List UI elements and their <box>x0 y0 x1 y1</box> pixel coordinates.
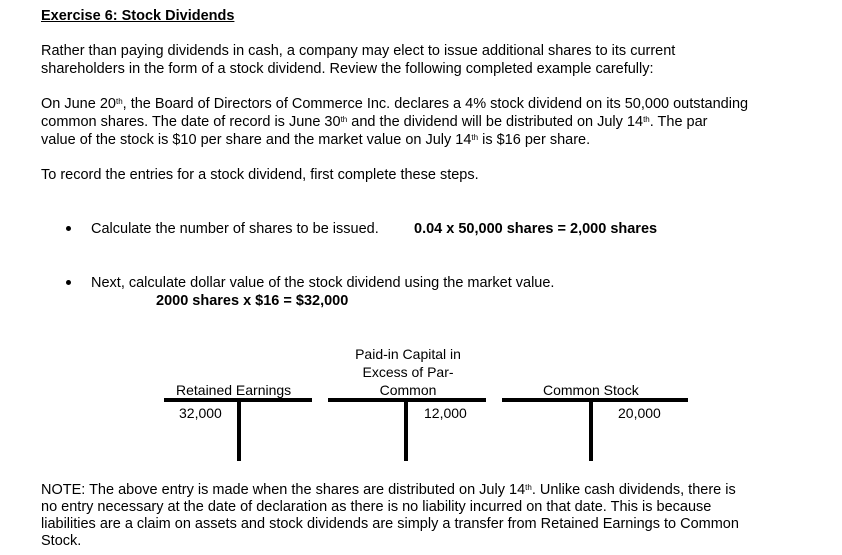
example-line-2: common shares. The date of record is June 30th and the dividend will be distributed on July 14th. The par <box>41 114 708 130</box>
t-account-1-title: Retained Earnings <box>176 382 292 398</box>
t-account-3-title: Common Stock <box>543 382 639 398</box>
exercise-title: Exercise 6: Stock Dividends <box>41 8 235 24</box>
note-line-2: no entry necessary at the date of declaration as there is no liability incurred on that date. This is because <box>41 499 712 515</box>
t-account-2-title-3: Common <box>379 382 437 398</box>
t-account-3-bar <box>502 398 688 402</box>
steps-intro: To record the entries for a stock dividend, first complete these steps. <box>41 167 479 183</box>
note-line-1: NOTE: The above entry is made when the shares are distributed on July 14th. Unlike cash dividends, there is <box>41 482 736 498</box>
bullet-icon <box>66 280 71 285</box>
t-account-3-stem <box>589 398 593 461</box>
note-line-4: Stock. <box>41 533 82 549</box>
step-1-calc: 0.04 x 50,000 shares = 2,000 shares <box>414 221 658 237</box>
t-account-2-title-1: Paid-in Capital in <box>355 346 461 362</box>
step-2-text: Next, calculate dollar value of the stock dividend using the market value. <box>91 275 555 291</box>
t-account-2-credit: 12,000 <box>424 405 467 421</box>
t-account-1-stem <box>237 398 241 461</box>
bullet-icon <box>66 226 71 231</box>
step-2-calc: 2000 shares x $16 = $32,000 <box>156 293 349 309</box>
example-line-3: value of the stock is $10 per share and the market value on July 14th is $16 per share. <box>41 132 591 148</box>
t-account-2-stem <box>404 398 408 461</box>
t-account-2-title-2: Excess of Par- <box>362 364 454 380</box>
intro-line-2: shareholders in the form of a stock dividend. Review the following completed example carefully: <box>41 61 654 77</box>
step-1-text: Calculate the number of shares to be issued. <box>91 221 379 237</box>
note-line-3: liabilities are a claim on assets and stock dividends are simply a transfer from Retained Earnings to Common <box>41 516 739 532</box>
intro-line-1: Rather than paying dividends in cash, a company may elect to issue additional shares to its current <box>41 43 676 59</box>
t-account-1-debit: 32,000 <box>179 405 222 421</box>
t-account-3-credit: 20,000 <box>618 405 661 421</box>
example-line-1: On June 20th, the Board of Directors of Commerce Inc. declares a 4% stock dividend on its 50,000 outstanding <box>41 96 749 112</box>
